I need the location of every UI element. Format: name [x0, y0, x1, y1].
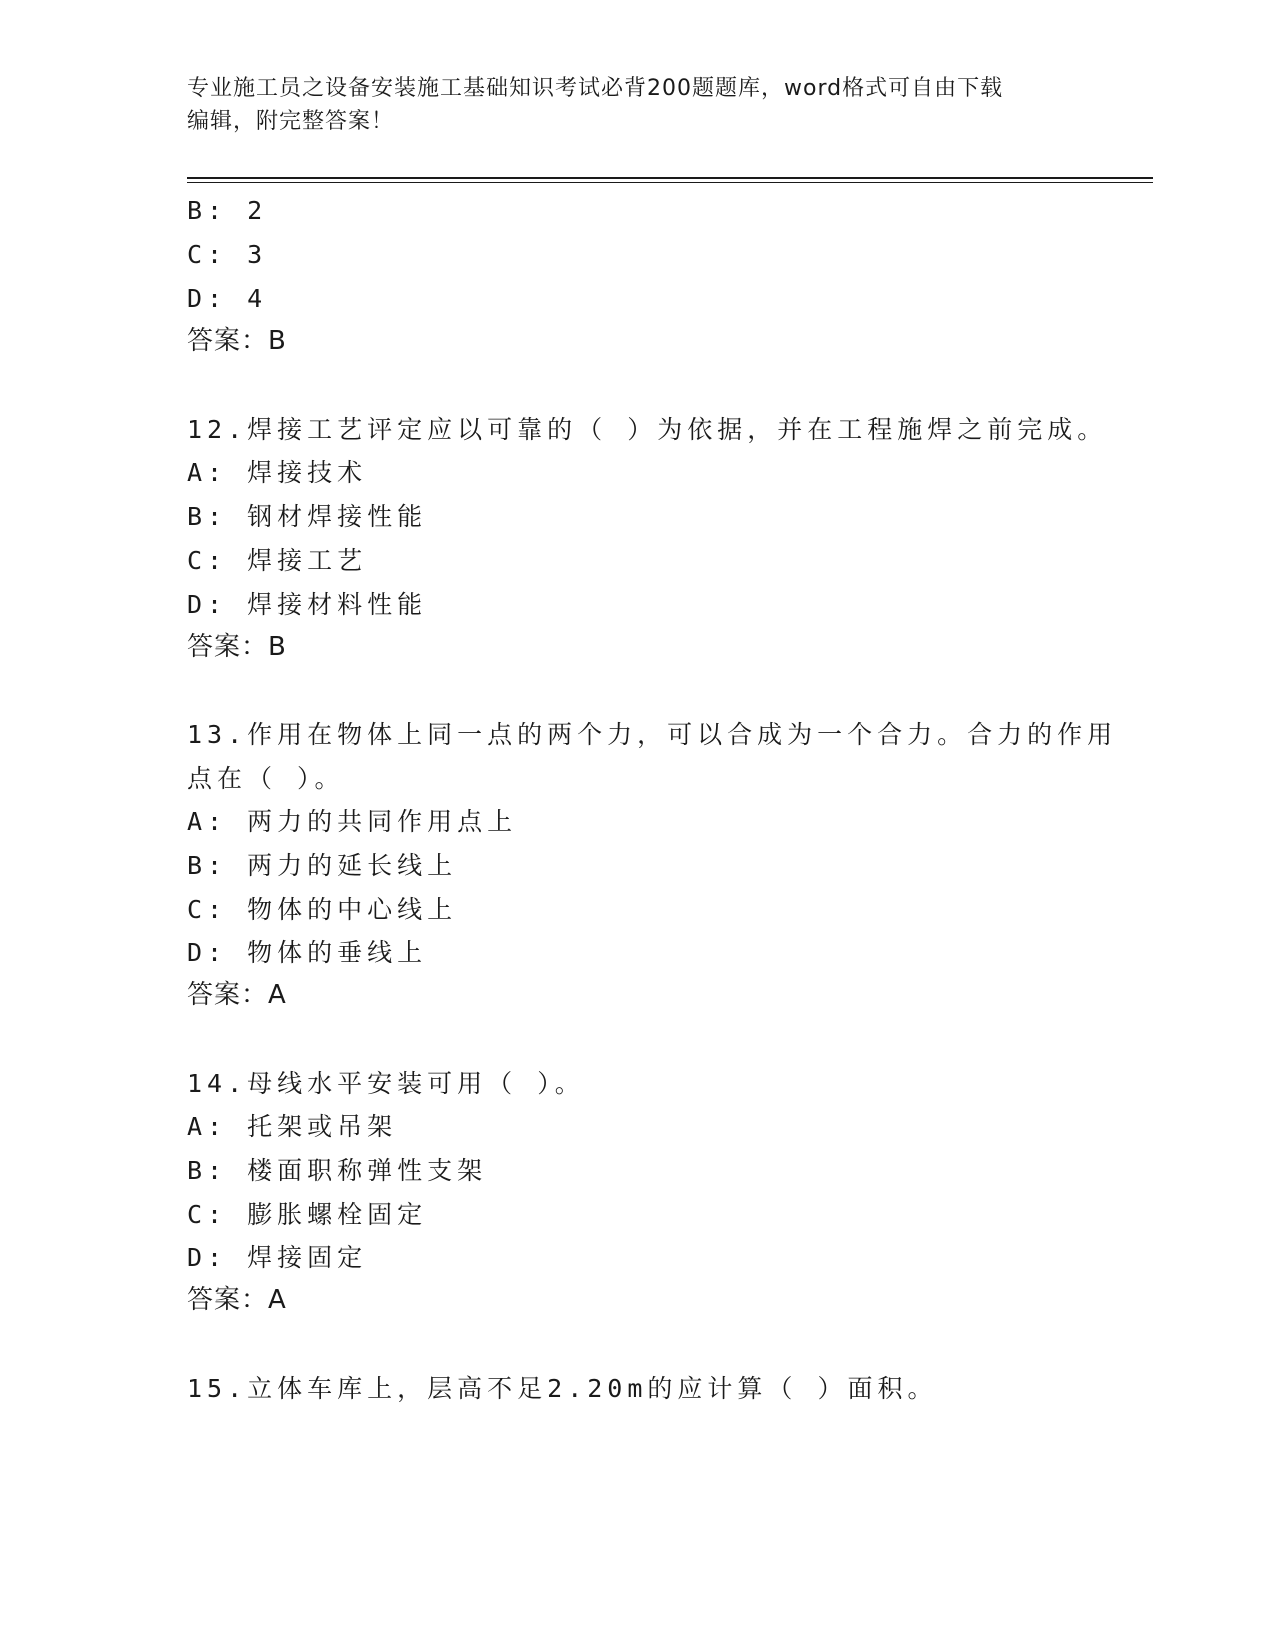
- option-b: B: 2: [187, 196, 268, 225]
- question-stem: 13.作用在物体上同一点的两个力，可以合成为一个合力。合力的作用: [187, 720, 1118, 749]
- question-stem: 14.母线水平安装可用（ ）。: [187, 1069, 585, 1098]
- option-a: A: 托架或吊架: [187, 1112, 398, 1141]
- option-c: C: 膨胀螺栓固定: [187, 1200, 428, 1229]
- option-a: A: 焊接技术: [187, 458, 368, 487]
- option-b: B: 两力的延长线上: [187, 851, 458, 880]
- header-divider-thick: [187, 177, 1153, 179]
- option-c: C: 物体的中心线上: [187, 895, 458, 924]
- question-stem: 12.焊接工艺评定应以可靠的（ ）为依据，并在工程施焊之前完成。: [187, 415, 1108, 444]
- answer-line: 答案：A: [187, 980, 287, 1010]
- header-line-1: 专业施工员之设备安装施工基础知识考试必背200题题库，word格式可自由下载: [187, 76, 1004, 101]
- answer-line: 答案：A: [187, 1285, 287, 1315]
- option-b: B: 钢材焊接性能: [187, 502, 428, 531]
- option-a: A: 两力的共同作用点上: [187, 807, 518, 836]
- option-d: D: 物体的垂线上: [187, 938, 428, 967]
- option-d: D: 焊接材料性能: [187, 590, 428, 619]
- option-d: D: 4: [187, 284, 268, 313]
- option-b: B: 楼面职称弹性支架: [187, 1156, 488, 1185]
- option-d: D: 焊接固定: [187, 1243, 368, 1272]
- option-c: C: 3: [187, 240, 268, 269]
- document-header: [187, 72, 1087, 138]
- question-stem-continued: 点在（ ）。: [187, 764, 345, 793]
- option-c: C: 焊接工艺: [187, 546, 368, 575]
- answer-line: 答案：B: [187, 326, 287, 356]
- header-divider-thin: [187, 182, 1153, 183]
- header-line-2: 编辑，附完整答案！: [187, 109, 395, 134]
- question-stem: 15.立体车库上，层高不足2.20m的应计算（ ）面积。: [187, 1374, 938, 1403]
- answer-line: 答案：B: [187, 632, 287, 662]
